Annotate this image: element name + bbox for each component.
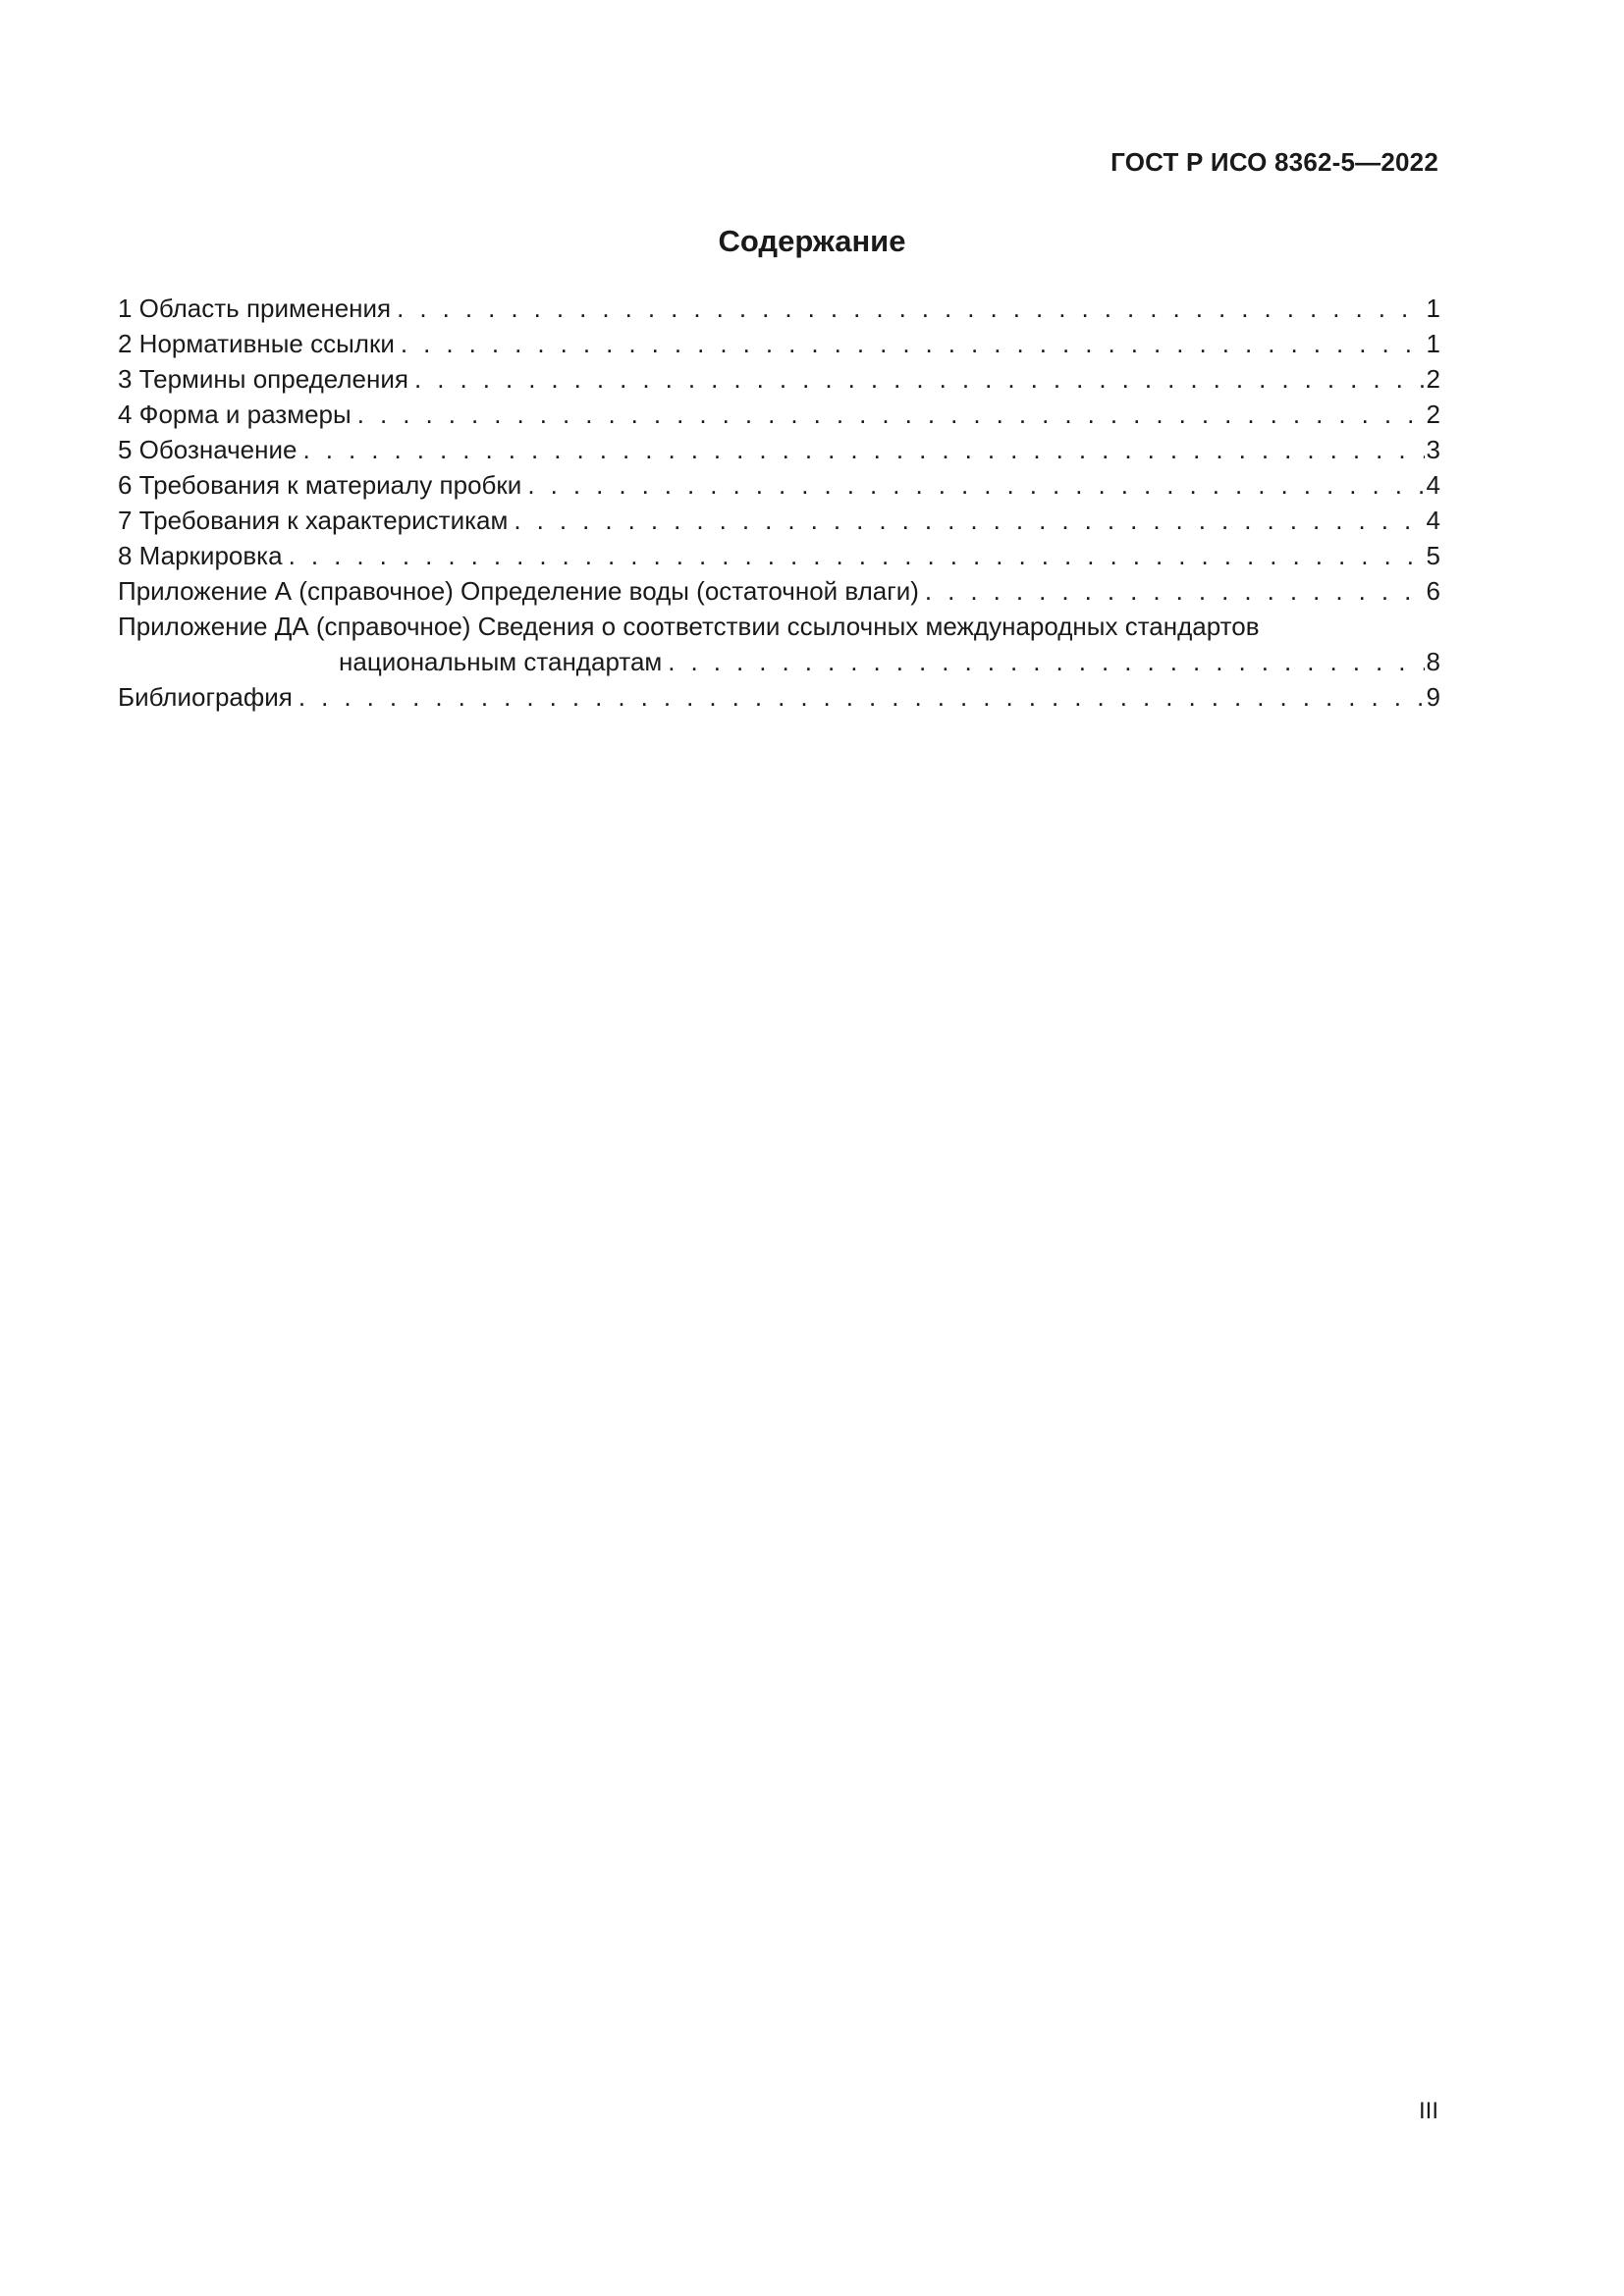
toc-entry-page: 9 <box>1426 682 1440 712</box>
toc-entry-page: 2 <box>1426 364 1440 394</box>
toc-entry-label: 5 Обозначение <box>118 435 298 464</box>
toc-entry-page: 4 <box>1426 506 1440 535</box>
toc-entry-page: 3 <box>1426 435 1440 464</box>
toc-entry-normative-references[interactable] <box>118 326 1440 361</box>
toc-entry-page: 1 <box>1426 329 1440 358</box>
dot-leader <box>302 432 1424 467</box>
document-code: ГОСТ Р ИСО 8362-5—2022 <box>1110 147 1438 177</box>
dot-leader <box>357 397 1425 432</box>
toc-entry-label: Приложение ДА (справочное) Сведения о соответствии ссылочных международных стандартов <box>118 612 1260 641</box>
table-of-contents <box>118 291 1440 715</box>
dot-leader <box>401 326 1425 361</box>
dot-leader <box>397 291 1424 326</box>
toc-entry-label: Библиография <box>118 682 293 712</box>
toc-entry-label: Приложение А (справочное) Определение воды (остаточной влаги) <box>118 576 919 606</box>
dot-leader <box>527 467 1424 503</box>
dot-leader <box>514 503 1424 538</box>
toc-entry-label: 7 Требования к характеристикам <box>118 506 509 535</box>
dot-leader <box>298 679 1425 715</box>
toc-entry-page: 6 <box>1426 576 1440 606</box>
toc-entry-terms[interactable] <box>118 361 1440 397</box>
toc-entry-bibliography[interactable] <box>118 679 1440 715</box>
toc-entry-performance-requirements[interactable] <box>118 503 1440 538</box>
dot-leader <box>925 573 1425 609</box>
toc-entry-label: 4 Форма и размеры <box>118 400 352 429</box>
toc-entry-label: 6 Требования к материалу пробки <box>118 470 522 500</box>
toc-entry-marking[interactable] <box>118 538 1440 573</box>
toc-entry-material-requirements[interactable] <box>118 467 1440 503</box>
toc-entry-label: 1 Область применения <box>118 294 392 323</box>
toc-entry-shape-dimensions[interactable] <box>118 397 1440 432</box>
toc-entry-page: 5 <box>1426 541 1440 570</box>
toc-entry-page: 4 <box>1426 470 1440 500</box>
dot-leader <box>414 361 1425 397</box>
toc-entry-page: 8 <box>1426 647 1440 676</box>
toc-entry-annex-da[interactable] <box>118 609 1440 644</box>
dot-leader <box>668 644 1424 679</box>
toc-entry-designation[interactable] <box>118 432 1440 467</box>
toc-entry-label: 3 Термины определения <box>118 364 408 394</box>
toc-entry-annex-a[interactable] <box>118 573 1440 609</box>
toc-entry-scope[interactable] <box>118 291 1440 326</box>
toc-entry-page: 2 <box>1426 400 1440 429</box>
toc-entry-label-continuation: национальным стандартам <box>339 647 663 676</box>
dot-leader <box>289 538 1425 573</box>
toc-entry-annex-da-continuation[interactable] <box>118 644 1440 679</box>
toc-entry-page: 1 <box>1426 294 1440 323</box>
page-number: III <box>1418 2098 1438 2124</box>
toc-title: Содержание <box>718 224 906 258</box>
toc-entry-label: 8 Маркировка <box>118 541 283 570</box>
toc-entry-label: 2 Нормативные ссылки <box>118 329 395 358</box>
